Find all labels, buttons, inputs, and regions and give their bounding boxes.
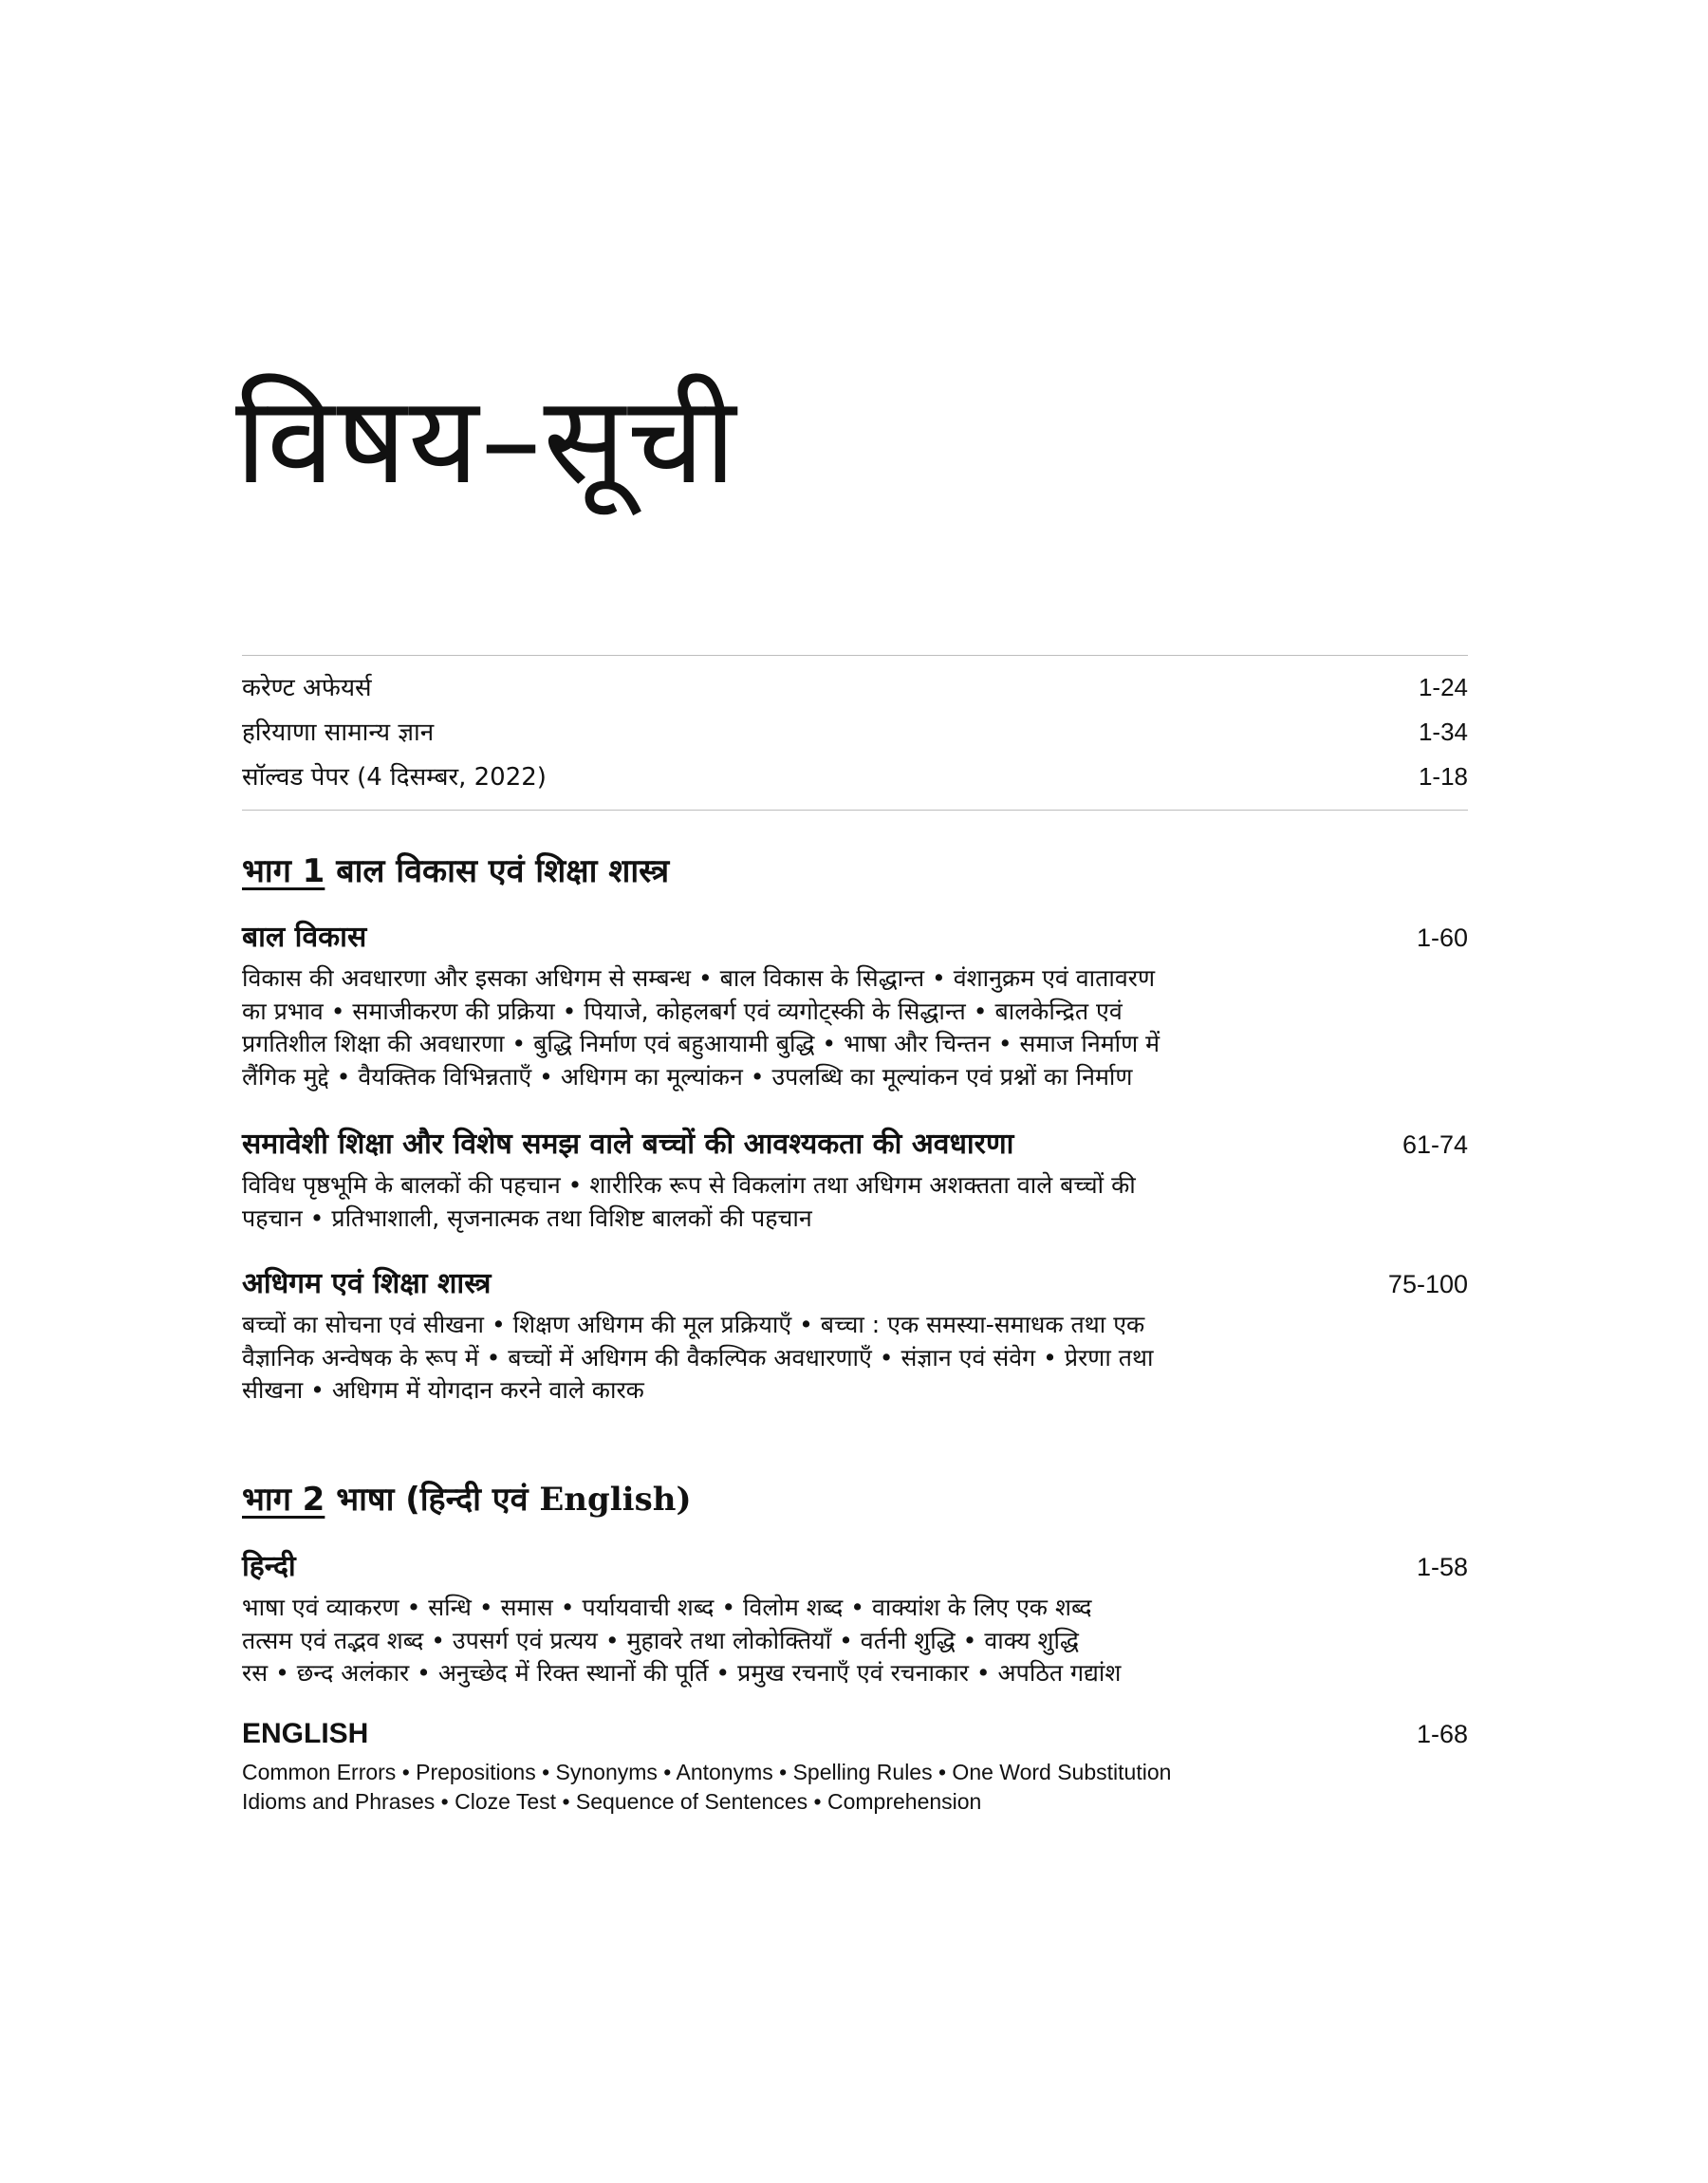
section-inclusive-education[interactable] (242, 1123, 1468, 1235)
section-heading: ENGLISH (242, 1718, 369, 1749)
part-number: भाग 2 (242, 1481, 325, 1519)
section-heading: समावेशी शिक्षा और विशेष समझ वाले बच्चों की आवश्यकता की अवधारणा (242, 1128, 1014, 1161)
part-1-heading (242, 848, 669, 891)
section-topics (242, 1309, 1343, 1408)
toc-entry-label: करेण्ट अफेयर्स (242, 674, 372, 702)
toc-entry-label: हरियाणा सामान्य ज्ञान (242, 718, 435, 747)
page-title: विषय–सूची (235, 370, 738, 512)
section-topics (242, 1169, 1343, 1235)
section-topics (242, 962, 1343, 1093)
section-heading: अधिगम एवं शिक्षा शास्त्र (242, 1267, 492, 1300)
section-heading: हिन्दी (242, 1550, 296, 1583)
toc-entry-solved-paper[interactable] (242, 758, 1468, 803)
topic-line: विविध पृष्ठभूमि के बालकों की पहचान • शारीरिक रूप से विकलांग तथा अधिगम अशक्तता वाले बच्चों की (242, 1171, 1136, 1199)
part-2-heading (242, 1476, 692, 1520)
toc-entry-pages: 1-18 (1418, 762, 1468, 791)
part-title-english: English) (539, 1481, 692, 1519)
toc-entry-pages: 1-24 (1418, 673, 1468, 701)
part-number: भाग 1 (242, 852, 325, 890)
topic-line: सीखना • अधिगम में योगदान करने वाले कारक (242, 1376, 644, 1404)
toc-entry-current-affairs[interactable] (242, 669, 1468, 714)
toc-entry-haryana-gk[interactable] (242, 714, 1468, 758)
top-entries (242, 669, 1468, 803)
section-topics (242, 1758, 1343, 1817)
top-divider (242, 655, 1468, 656)
section-hindi[interactable] (242, 1545, 1468, 1690)
topic-line: विकास की अवधारणा और इसका अधिगम से सम्बन्ध • बाल विकास के सिद्धान्त • वंशानुक्रम एवं वातावरण (242, 964, 1156, 992)
section-english[interactable] (242, 1718, 1468, 1817)
topic-line: पहचान • प्रतिभाशाली, सृजनात्मक तथा विशिष्ट बालकों की पहचान (242, 1203, 812, 1232)
toc-entry-pages: 1-34 (1418, 718, 1468, 746)
section-pages: 1-68 (1416, 1720, 1468, 1748)
section-topics (242, 1592, 1343, 1690)
section-child-development[interactable] (242, 916, 1468, 1093)
section-learning-pedagogy[interactable] (242, 1262, 1468, 1408)
topic-line: Common Errors • Prepositions • Synonyms • Antonyms • Spelling Rules • One Word Substitution (242, 1760, 1172, 1784)
topic-line: का प्रभाव • समाजीकरण की प्रक्रिया • पियाजे, कोहलबर्ग एवं व्यगोट्स्की के सिद्धान्त • बालकेन्द्रित एवं (242, 997, 1123, 1025)
topic-line: लैंगिक मुद्दे • वैयक्तिक विभिन्नताएँ • अधिगम का मूल्यांकन • उपलब्धि का मूल्यांकन एवं प्रश्नों का निर्माण (242, 1062, 1133, 1091)
topic-line: तत्सम एवं तद्भव शब्द • उपसर्ग एवं प्रत्यय • मुहावरे तथा लोकोक्तियाँ • वर्तनी शुद्धि • वाक्य शुद्धि (242, 1626, 1079, 1654)
topic-line: प्रगतिशील शिक्षा की अवधारणा • बुद्धि निर्माण एवं बहुआयामी बुद्धि • भाषा और चिन्तन • समाज निर्माण में (242, 1030, 1160, 1057)
section-pages: 61-74 (1402, 1130, 1468, 1159)
topic-line: Idioms and Phrases • Cloze Test • Sequence of Sentences • Comprehension (242, 1789, 982, 1814)
toc-entry-label: सॉल्वड पेपर (4 दिसम्बर, 2022) (242, 763, 547, 792)
section-heading: बाल विकास (242, 921, 367, 954)
section-pages: 1-60 (1416, 924, 1468, 952)
section-pages: 75-100 (1387, 1270, 1468, 1298)
section-pages: 1-58 (1416, 1553, 1468, 1581)
topic-line: बच्चों का सोचना एवं सीखना • शिक्षण अधिगम की मूल प्रक्रियाएँ • बच्चा : एक समस्या-समाधक तथा एक (242, 1311, 1145, 1338)
topic-line: वैज्ञानिक अन्वेषक के रूप में • बच्चों में अधिगम की वैकल्पिक अवधारणाएँ • संज्ञान एवं संवेग • प्रेरणा तथा (242, 1343, 1154, 1371)
part-title: भाषा (हिन्दी एवं (336, 1481, 529, 1519)
bottom-divider (242, 810, 1468, 811)
topic-line: भाषा एवं व्याकरण • सन्धि • समास • पर्यायवाची शब्द • विलोम शब्द • वाक्यांश के लिए एक शब्द (242, 1594, 1092, 1621)
part-title: बाल विकास एवं शिक्षा शास्त्र (336, 852, 670, 890)
topic-line: रस • छन्द अलंकार • अनुच्छेद में रिक्त स्थानों की पूर्ति • प्रमुख रचनाएँ एवं रचनाकार • अपठित गद्यांश (242, 1659, 1122, 1687)
